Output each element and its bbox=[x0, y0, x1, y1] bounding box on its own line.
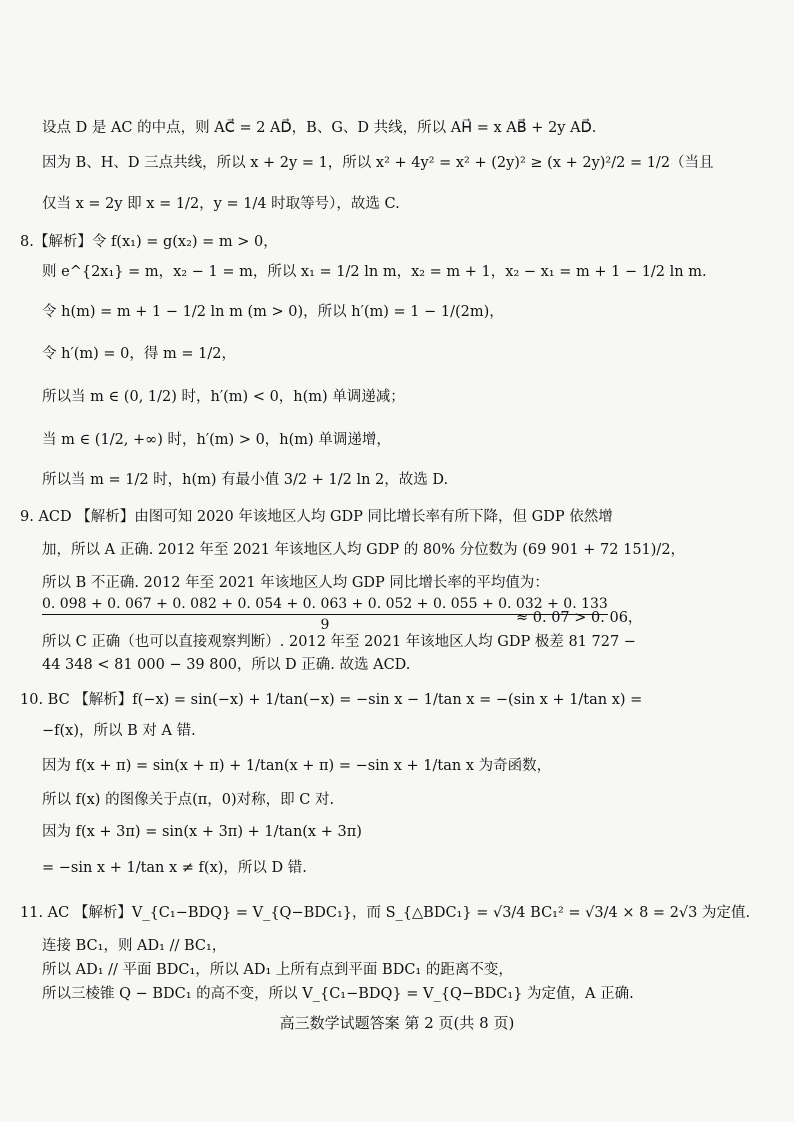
text-line-9: 当 m ∈ (1/2, +∞) 时，h′(m) > 0，h(m) 单调递增， bbox=[42, 432, 391, 448]
text-line-18: −f(x)，所以 B 对 A 错. bbox=[42, 723, 196, 739]
text-line-19: 因为 f(x + π) = sin(x + π) + 1/tan(x + π) = −sin x + 1/tan x 为奇函数， bbox=[42, 758, 552, 774]
text-line-10: 所以当 m = 1/2 时，h(m) 有最小值 3/2 + 1/2 ln 2，故选 D. bbox=[42, 472, 449, 488]
text-line-26: 所以三棱锥 Q − BDC₁ 的高不变，所以 V_{C₁−BDQ} = V_{Q−BDC₁} 为定值，A 正确. bbox=[42, 986, 634, 1002]
text-line-20: 所以 f(x) 的图像关于点(π，0)对称，即 C 对. bbox=[42, 792, 335, 808]
text-line-8: 所以当 m ∈ (0, 1/2) 时，h′(m) < 0，h(m) 单调递减； bbox=[42, 389, 405, 405]
solution-8-header: 8.【解析】令 f(x₁) = g(x₂) = m > 0， bbox=[20, 234, 278, 250]
text-line-5: 则 e^{2x₁} = m，x₂ − 1 = m，所以 x₁ = 1/2 ln m，x₂ = m + 1，x₂ − x₁ = m + 1 − 1/2 ln m. bbox=[42, 264, 707, 280]
solution-10-header: 10. BC 【解析】f(−x) = sin(−x) + 1/tan(−x) = −sin x − 1/tan x = −(sin x + 1/tan x) = bbox=[20, 692, 643, 708]
text-line-24: 连接 BC₁，则 AD₁ // BC₁， bbox=[42, 938, 227, 954]
mean-fraction-numerator: 0. 098 + 0. 067 + 0. 082 + 0. 054 + 0. 063 + 0. 052 + 0. 055 + 0. 032 + 0. 133 bbox=[42, 596, 608, 615]
solution-9-header: 9. ACD 【解析】由图可知 2020 年该地区人均 GDP 同比增长率有所下降，但 GDP 依然增 bbox=[20, 509, 613, 525]
text-line-13: 所以 B 不正确. 2012 年至 2021 年该地区人均 GDP 同比增长率的平均值为： bbox=[42, 575, 549, 591]
text-line-1: 设点 D 是 AC 的中点，则 AC⃗ = 2 AD⃗，B、G、D 共线，所以 AH⃗ = x AB⃗ + 2y AD⃗. bbox=[42, 120, 597, 136]
text-line-16: 44 348 < 81 000 − 39 800，所以 D 正确. 故选 ACD. bbox=[42, 657, 411, 673]
text-line-6: 令 h(m) = m + 1 − 1/2 ln m (m > 0)，所以 h′(m) = 1 − 1/(2m)， bbox=[42, 304, 504, 320]
text-line-12: 加，所以 A 正确. 2012 年至 2021 年该地区人均 GDP 的 80% 分位数为 (69 901 + 72 151)/2， bbox=[42, 542, 686, 558]
text-line-25: 所以 AD₁ // 平面 BDC₁，所以 AD₁ 上所有点到平面 BDC₁ 的距离不变， bbox=[42, 962, 513, 978]
mean-fraction-denominator: 9 bbox=[320, 617, 330, 633]
mean-comparison: ≈ 0. 07 > 0. 06， bbox=[516, 610, 643, 626]
text-line-15: 所以 C 正确（也可以直接观察判断）. 2012 年至 2021 年该地区人均 GDP 极差 81 727 − bbox=[42, 634, 636, 650]
page-footer: 高三数学试题答案 第 2 页(共 8 页) bbox=[279, 1014, 515, 1032]
text-line-3: 仅当 x = 2y 即 x = 1/2，y = 1/4 时取等号），故选 C. bbox=[42, 196, 400, 212]
text-line-2: 因为 B、H、D 三点共线，所以 x + 2y = 1，所以 x² + 4y² = x² + (2y)² ≥ (x + 2y)²/2 = 1/2（当且 bbox=[42, 155, 714, 171]
text-line-21: 因为 f(x + 3π) = sin(x + 3π) + 1/tan(x + 3π) bbox=[42, 824, 362, 840]
solution-11-header: 11. AC 【解析】V_{C₁−BDQ} = V_{Q−BDC₁}，而 S_{△BDC₁} = √3/4 BC₁² = √3/4 × 8 = 2√3 为定值. bbox=[20, 905, 751, 921]
text-line-7: 令 h′(m) = 0，得 m = 1/2， bbox=[42, 346, 236, 362]
text-line-22: = −sin x + 1/tan x ≠ f(x)，所以 D 错. bbox=[42, 860, 307, 876]
